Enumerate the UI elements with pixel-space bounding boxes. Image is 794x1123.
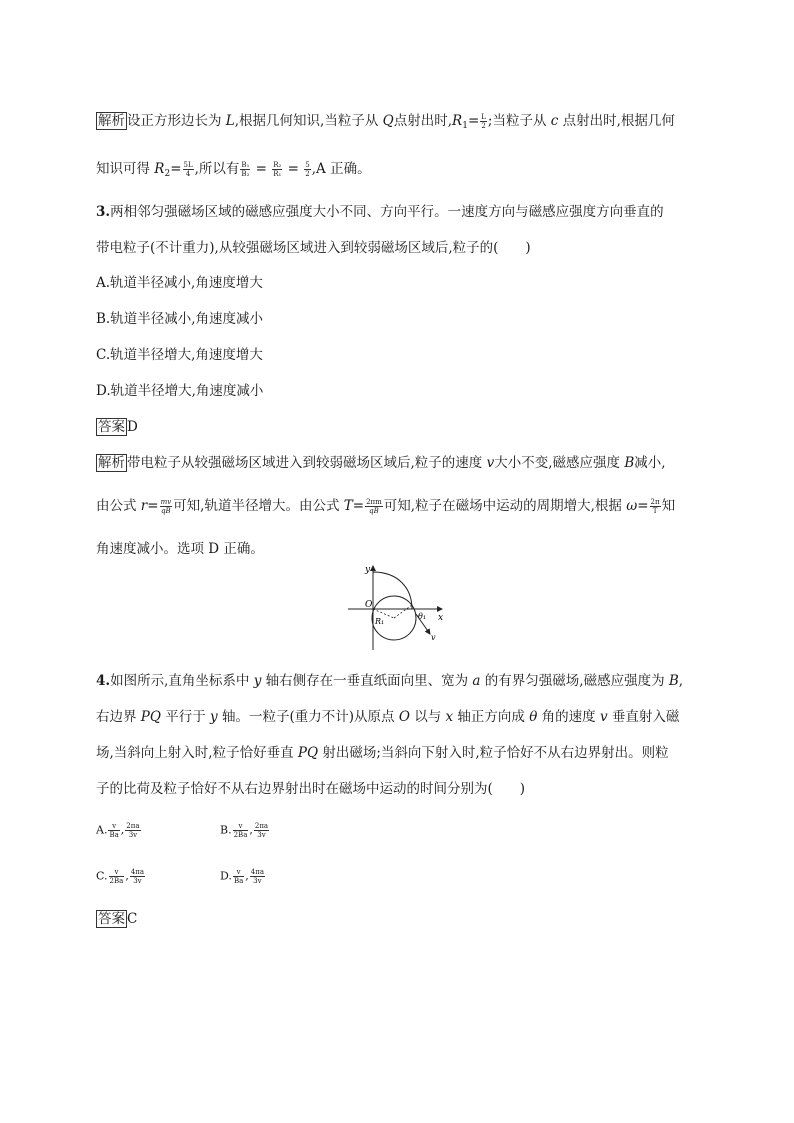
fraction: $\frac{5}{2}$ <box>305 161 310 178</box>
radius-label: R₁ <box>375 617 385 626</box>
analysis-tag: 解析 <box>98 455 125 471</box>
radius-line <box>394 605 412 618</box>
option-c: C. $\frac{v}{2Ba}$ , $\frac{4\pi a}{3v}$ <box>96 868 145 885</box>
fraction: $\frac{2\pi}{T}$ <box>650 498 660 515</box>
question-4-line-2: 右边界 PQ 平行于 y 轴。一粒子(重力不计)从原点 O 以与 x 轴正方向成 θ 角的速度 v 垂直射入磁 <box>96 709 680 725</box>
analysis-tag: 解析 <box>98 113 125 129</box>
fraction: $\frac{2\pi m}{qB}$ <box>366 498 382 515</box>
option-b: B.轨道半径减小,角速度减小 <box>96 311 264 327</box>
option-b: B. $\frac{v}{2Ba}$ , $\frac{2\pi a}{3v}$ <box>220 822 269 839</box>
explanation-line-2: 由公式 r= $\frac{mv}{qB}$ 可知,轨道半径增大。由公式 T= $\frac{2\pi m}{qB}$ 可知,粒子在磁场中运动的周期增大,根据 ω= $\frac{2\pi}{T}$ 知 <box>96 498 676 515</box>
explanation-line-1: 解析 带电粒子从较强磁场区域进入到较弱磁场区域后,粒子的速度 v大小不变,磁感应强度 B减小, <box>98 455 666 471</box>
answer-value: C <box>127 911 138 927</box>
upper-trajectory <box>373 572 412 609</box>
analysis-line-2: 知识可得 $R_2=$ $\frac{5L}{4}$ ,所以有 $\frac{\text{B₁}}{\text{B₂}}$ = $\frac{\text{R₂}}{\text{R₁}}$ = $\frac{5}{2}$ ,A 正确。 <box>96 161 371 179</box>
question-4-line-4: 子的比荷及粒子恰好不从右边界射出时在磁场中运动的时间分别为( ) <box>96 781 526 797</box>
option-d: D.轨道半径增大,角速度减小 <box>96 383 264 399</box>
answer-line-3 <box>96 418 138 436</box>
question-4-line-1: 4.如图所示,直角坐标系中 y 轴右侧存在一垂直纸面向里、宽为 a 的有界匀强磁场,磁感应强度为 B, <box>96 673 684 689</box>
y-axis-label: y <box>365 565 371 575</box>
fraction: $\frac{L}{2}$ <box>481 113 486 130</box>
fraction: $\frac{\text{B₁}}{\text{B₂}}$ <box>241 161 250 178</box>
question-number: 4. <box>96 673 111 689</box>
question-4-line-3: 场,当斜向上射入时,粒子恰好垂直 PQ 射出磁场;当斜向下射入时,粒子恰好不从右边界射出。则粒 <box>96 745 669 761</box>
question-3-line-2: 带电粒子(不计重力),从较强磁场区域进入到较弱磁场区域后,粒子的( ) <box>96 240 531 256</box>
option-d: D. $\frac{v}{Ba}$ , $\frac{4\pi a}{3v}$ <box>220 868 264 885</box>
angle-label: θ₁ <box>418 612 427 621</box>
fraction: $\frac{\text{R₂}}{\text{R₁}}$ <box>273 161 282 178</box>
origin-label: O <box>365 600 373 610</box>
option-a: A. $\frac{v}{Ba}$ , $\frac{2\pi a}{3v}$ <box>96 822 140 839</box>
answer-line-4 <box>96 910 137 928</box>
x-axis-label: x <box>438 613 444 623</box>
trajectory-figure <box>346 562 450 652</box>
option-a: A.轨道半径减小,角速度增大 <box>96 275 263 291</box>
velocity-label: v <box>431 633 436 642</box>
fraction: $\frac{5L}{4}$ <box>183 161 193 178</box>
question-number: 3. <box>96 204 111 220</box>
option-c: C.轨道半径增大,角速度增大 <box>96 347 263 363</box>
answer-value: D <box>127 419 138 435</box>
answer-tag: 答案 <box>98 911 125 927</box>
answer-tag: 答案 <box>98 419 125 435</box>
analysis-line-1: 解析 设正方形边长为 L,根据几何知识,当粒子从 Q点射出时$,R_1=$ $\frac{L}{2}$ ;当粒子从 c 点射出时,根据几何 <box>98 113 675 131</box>
fraction: $\frac{mv}{qB}$ <box>160 498 172 515</box>
question-3-line-1: 3.两相邻匀强磁场区域的磁感应强度大小不同、方向平行。一速度方向与磁感应强度方向垂直的 <box>96 204 664 220</box>
explanation-line-3: 角速度减小。选项 D 正确。 <box>96 541 264 557</box>
